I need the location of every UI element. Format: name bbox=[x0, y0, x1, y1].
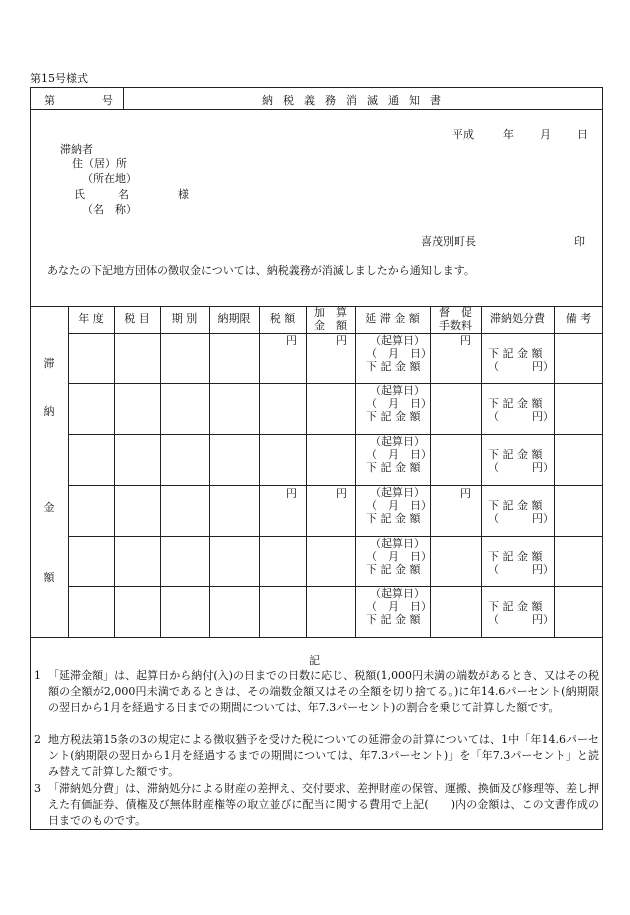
notice-message: あなたの下記地方団体の徴収金については、納税義務が消滅しましたから通知します。 bbox=[47, 264, 475, 277]
row-divider-3 bbox=[68, 485, 603, 486]
delinq-below: 下 記 金 額 bbox=[366, 360, 421, 373]
name-label: 氏 名 bbox=[74, 188, 129, 201]
disposal-paren: （ 円） bbox=[488, 461, 554, 474]
col-surcharge-2: 金 額 bbox=[314, 319, 347, 332]
name-alt-label: （名 称） bbox=[82, 203, 137, 216]
side-label-1: 滞 bbox=[43, 357, 55, 370]
fee-yen-unit: 円 bbox=[460, 487, 471, 500]
date-day: 日 bbox=[577, 128, 588, 141]
disposal-below: 下 記 金 額 bbox=[488, 347, 543, 360]
issuer-title: 喜茂別町長 bbox=[421, 235, 476, 248]
delinq-date: （ 月 日） bbox=[366, 550, 432, 563]
col-fee-1: 督 促 bbox=[439, 306, 472, 319]
note-text: 「滞納処分費」は、滞納処分による財産の差押え、交付要求、差押財産の保管、運搬、換価及び修理等、差し押えた有価証券、債権及び無体財産権等の取立並びに配当に関する費用で上記( )内の金額は、この文書作成の日までのものです。 bbox=[48, 782, 599, 827]
delinq-date: （ 月 日） bbox=[366, 499, 432, 512]
delinq-start: （起算日） bbox=[370, 435, 425, 448]
table-vline-8 bbox=[481, 306, 482, 637]
note-text: 地方税法第15条の3の規定による徴収猶予を受けた税についての延滞金の計算については、1中「年14.6パーセント(納期限の翌日から1月を経過するまでの期間については、年7.3パーセント)」を「年7.3パーセント」と読み替えて計算した額です。 bbox=[48, 733, 599, 778]
delinq-start: （起算日） bbox=[370, 486, 425, 499]
form-number: 第15号様式 bbox=[30, 72, 88, 85]
table-vline-6 bbox=[355, 306, 356, 637]
table-vline-9 bbox=[554, 306, 555, 637]
note-item bbox=[34, 781, 599, 829]
table-bottom-border bbox=[30, 637, 603, 638]
delinq-date: （ 月 日） bbox=[366, 448, 432, 461]
delinq-below: 下 記 金 額 bbox=[366, 461, 421, 474]
disposal-paren: （ 円） bbox=[488, 360, 554, 373]
table-vline-4 bbox=[259, 306, 260, 637]
table-vline-1 bbox=[114, 306, 115, 637]
delinq-start: （起算日） bbox=[370, 587, 425, 600]
delinq-date: （ 月 日） bbox=[366, 397, 432, 410]
number-label-right: 号 bbox=[102, 94, 113, 107]
col-deadline: 納期限 bbox=[217, 312, 251, 325]
address-alt-label: （所在地） bbox=[82, 172, 137, 185]
date-year: 年 bbox=[503, 128, 514, 141]
disposal-paren: （ 円） bbox=[488, 613, 554, 626]
number-label-left: 第 bbox=[44, 94, 55, 107]
disposal-below: 下 記 金 額 bbox=[488, 550, 543, 563]
note-item bbox=[34, 732, 599, 780]
tax-yen-unit: 円 bbox=[286, 487, 297, 500]
side-label-2: 納 bbox=[43, 405, 55, 418]
addressee-label: 滞納者 bbox=[60, 143, 93, 156]
delinq-start: （起算日） bbox=[370, 334, 425, 347]
surcharge-yen-unit: 円 bbox=[336, 334, 347, 347]
note-number: 3 bbox=[34, 782, 41, 795]
note-number: 2 bbox=[34, 733, 41, 746]
row-divider-4 bbox=[68, 536, 603, 537]
delinq-start: （起算日） bbox=[370, 384, 425, 397]
table-vline-5 bbox=[306, 306, 307, 637]
row-divider-2 bbox=[68, 434, 603, 435]
tax-yen-unit: 円 bbox=[286, 334, 297, 347]
disposal-paren: （ 円） bbox=[488, 410, 554, 423]
row-divider-5 bbox=[68, 586, 603, 587]
delinq-date: （ 月 日） bbox=[366, 347, 432, 360]
table-vline-2 bbox=[160, 306, 161, 637]
address-label: 住（居）所 bbox=[72, 157, 127, 170]
fee-yen-unit: 円 bbox=[460, 334, 471, 347]
surcharge-yen-unit: 円 bbox=[336, 487, 347, 500]
date-era: 平成 bbox=[452, 128, 474, 141]
row-divider-1 bbox=[68, 383, 603, 384]
delinq-start: （起算日） bbox=[370, 537, 425, 550]
document-title: 納税義務消滅通知書 bbox=[262, 94, 451, 107]
header-divider bbox=[30, 109, 603, 110]
delinq-date: （ 月 日） bbox=[366, 600, 432, 613]
col-tax-item: 税 目 bbox=[124, 312, 150, 325]
table-vline-3 bbox=[209, 306, 210, 637]
date-month: 月 bbox=[540, 128, 551, 141]
delinq-below: 下 記 金 額 bbox=[366, 563, 421, 576]
issuer-seal: 印 bbox=[574, 235, 585, 248]
col-disposal: 滞納処分費 bbox=[490, 312, 545, 325]
note-item bbox=[34, 668, 599, 716]
note-number: 1 bbox=[34, 669, 41, 682]
header-vline bbox=[123, 87, 124, 109]
disposal-below: 下 記 金 額 bbox=[488, 448, 543, 461]
table-vline-0 bbox=[68, 306, 69, 637]
col-period: 期 別 bbox=[171, 312, 198, 325]
col-delinquency: 延 滞 金 額 bbox=[365, 312, 420, 325]
disposal-paren: （ 円） bbox=[488, 512, 554, 525]
col-surcharge-1: 加 算 bbox=[314, 306, 347, 319]
disposal-paren: （ 円） bbox=[488, 563, 554, 576]
delinq-below: 下 記 金 額 bbox=[366, 512, 421, 525]
delinq-below: 下 記 金 額 bbox=[366, 410, 421, 423]
disposal-below: 下 記 金 額 bbox=[488, 600, 543, 613]
col-fee-2: 手数料 bbox=[439, 319, 472, 332]
disposal-below: 下 記 金 額 bbox=[488, 397, 543, 410]
notes-heading: 記 bbox=[309, 654, 320, 667]
disposal-below: 下 記 金 額 bbox=[488, 499, 543, 512]
col-tax-amount: 税 額 bbox=[269, 312, 296, 325]
side-label-4: 額 bbox=[43, 571, 55, 584]
col-remarks: 備 考 bbox=[565, 312, 592, 325]
side-label-3: 金 bbox=[43, 501, 55, 514]
delinq-below: 下 記 金 額 bbox=[366, 613, 421, 626]
col-year: 年 度 bbox=[78, 312, 104, 325]
note-text: 「延滞金額」は、起算日から納付(入)の日までの日数に応じ、税額(1,000円未満の端数があるとき、又はその税額の全額が2,000円未満であるときは、その端数金額又はその全額を切り捨てる。)に年14.6パーセント(納期限の翌日から1月を経過する日までの期間については、年7.3パーセント)の割合を乗じて計算した額です。 bbox=[48, 669, 599, 714]
honorific: 様 bbox=[178, 188, 189, 201]
